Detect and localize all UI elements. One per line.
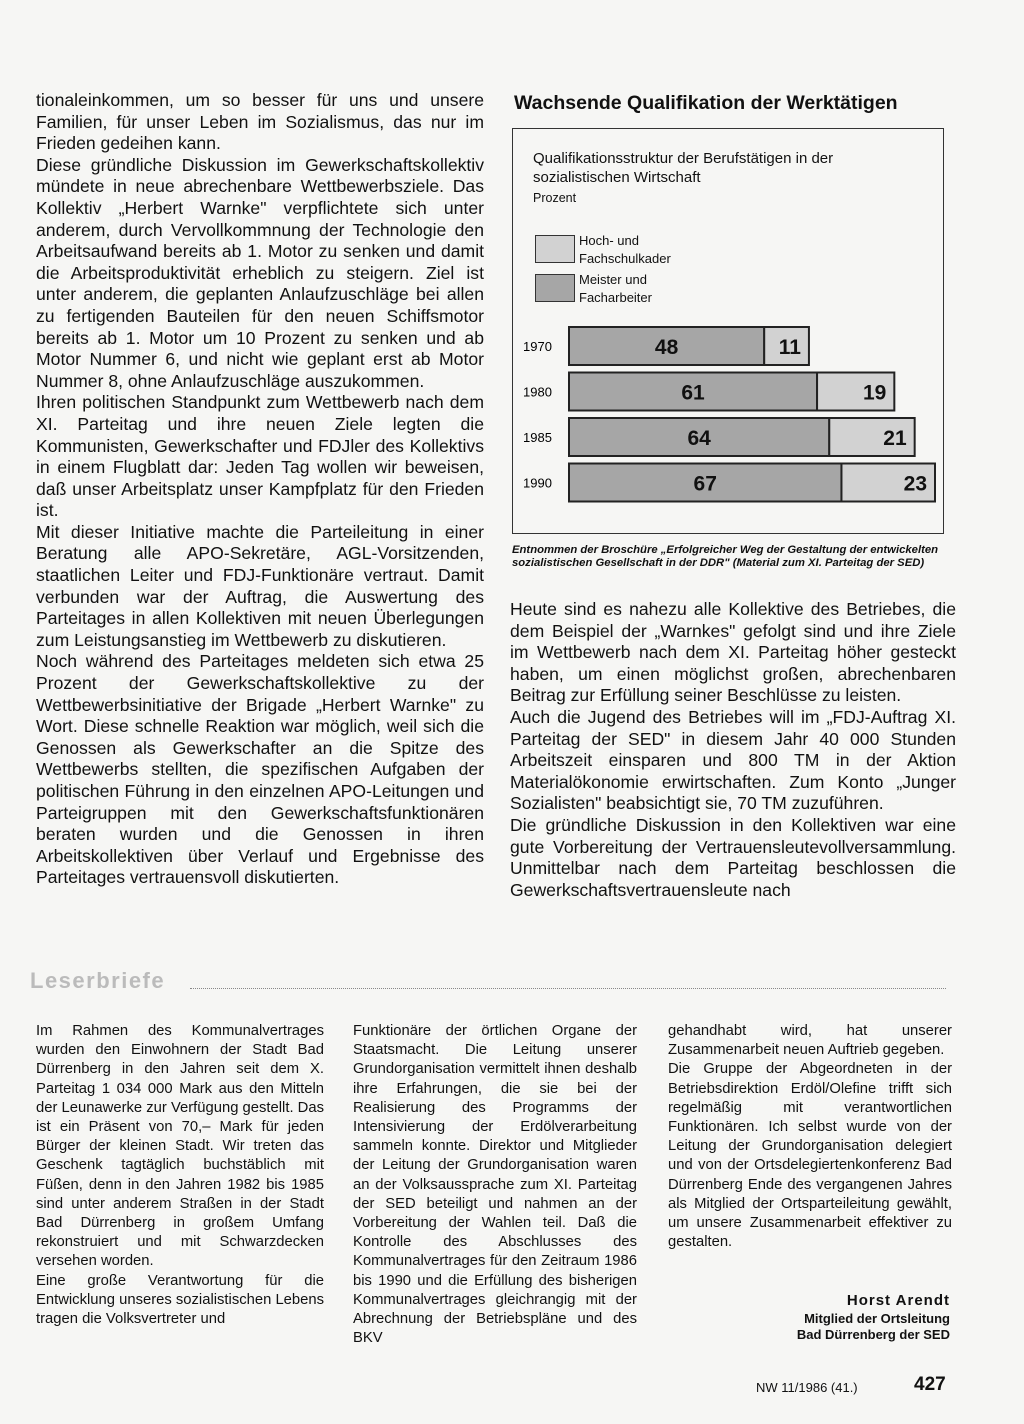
letter-paragraph: Funktionäre der örtlichen Organe der Staatsmacht. Die Leitung unserer Grundorganisation vermittelt ihnen deshalb ihre Erfahrungen, die sie bei der Realisierung des Programms der Intensivierung der Erdölverarbeitung sammeln konnte. Direktor und Mitglieder der Leitung der Grundorganisation waren an der Volksaussprache zum XI. Parteitag der SED beteiligt und nahmen an der Vorbereitung der Wahlen teil. Daß die Kontrolle des Abschlusses des Kommunalvertrages für den Zeitraum 1986 bis 1990 und die Erfüllung des bisherigen Kommunalvertrages gleichrangig mit der Abrechnung der Betriebspläne und des BKV	[353, 1023, 637, 1347]
letter-column-3	[668, 1022, 952, 1252]
article-right-column	[510, 599, 956, 901]
author-role-line1: Mitglied der Ortsleitung	[804, 1311, 950, 1326]
bar-value-label: 19	[862, 381, 887, 405]
page-number: 427	[914, 1374, 946, 1395]
category-label: 1970	[523, 339, 552, 354]
author-role-line2: Bad Dürrenberg der SED	[796, 1327, 950, 1342]
legend-label-meister: Meister und Facharbeiter	[579, 272, 652, 305]
bar-value-label: 48	[654, 336, 679, 359]
author-name: Horst Arendt	[846, 1292, 950, 1309]
bar-value-label: 67	[693, 472, 717, 496]
letter-paragraph: Eine große Verantwortung für die Entwicklung unseres sozialistischen Lebens tragen die Volksvertreter und	[36, 1272, 324, 1328]
letter-column-1	[36, 1022, 324, 1329]
letter-paragraph: gehandhabt wird, hat unserer Zusammenarbeit neuen Auftrieb gegeben.	[668, 1023, 952, 1059]
letter-paragraph: Die Gruppe der Abgeordneten in der Betriebsdirektion Erdöl/Olefine trifft sich regelmäßig mit verantwortlichen Funktionären. Ich selbst wurde von der Leitung der Grundorganisation delegiert und von der Ortsdelegiertenkonferenz Bad Dürrenberg Ende des vergangenen Jahres als Mitglied der Ortsparteileitung gewählt, um unsere Zusammenarbeit effektiver zu gestalten.	[668, 1061, 952, 1251]
category-label: 1980	[523, 384, 552, 400]
bar-value-label: 21	[883, 427, 907, 450]
letter-signature	[797, 1293, 950, 1343]
stacked-bar-chart	[513, 129, 943, 533]
chart-section-heading: Wachsende Qualifikation der Werktätigen	[514, 92, 898, 114]
category-label: 1985	[523, 430, 552, 445]
chart-box	[512, 128, 944, 534]
article-left-column	[36, 90, 484, 889]
bar-value-label: 64	[687, 427, 711, 450]
article-paragraph: Noch während des Parteitages meldeten sich etwa 25 Prozent der Gewerkschaftskollektive zu der Wettbewerbsinitiative der Brigade „Herbert Warnke" zu Wort. Diese schnelle Reaktion war möglich, weil sich die Genossen als Gewerkschafter an die Spitze des Wettbewerbs stellten, die spezifischen Aufgaben der politischen Führung in den einzelnen APO-Leitungen und Parteigruppen mit den Gewerkschaftsfunktionären beraten wurden und die Genossen in ihren Arbeitskollektiven über Verlauf und Ergebnisse des Parteitages vertrauensvoll diskutierten.	[36, 651, 484, 888]
category-label: 1990	[523, 475, 552, 491]
bar-value-label: 61	[681, 381, 705, 405]
letters-section-title: Leserbriefe	[30, 968, 166, 993]
section-divider	[190, 988, 946, 989]
article-paragraph: Heute sind es nahezu alle Kollektive des Betriebes, die dem Beispiel der „Warnkes" gefolgt sind und ihre Ziele im Wettbewerb nach dem XI. Parteitag höher gesteckt haben, um einen möglichst großen, abrechenbaren Beitrag zur Erfüllung seiner Beschlüsse zu leisten.	[510, 599, 956, 706]
chart-unit: Prozent	[533, 191, 577, 205]
issue-label: NW 11/1986 (41.)	[756, 1380, 858, 1395]
letter-paragraph: Im Rahmen des Kommunalvertrages wurden den Einwohnern der Stadt Bad Dürrenberg in den Jahren seit dem X. Parteitag 1 034 000 Mark aus den Mitteln der Leunawerke zur Verfügung gestellt. Das ist ein Präsent von 70,– Mark für jeden Bürger der kleinen Stadt. Wir treten das Geschenk tagtäglich buchstäblich mit Füßen, denn in den Jahren 1982 bis 1985 sind unter anderem Straßen in der Stadt Bad Dürrenberg in großem Umfang rekonstruiert und mit Schwarzdecken versehen worden.	[36, 1023, 324, 1270]
bar-value-label: 11	[778, 336, 801, 359]
legend-label-hochschul: Hoch- und Fachschulkader	[579, 233, 671, 266]
chart-title: Qualifikationsstruktur der Berufstätigen in der sozialistischen Wirtschaft	[533, 150, 834, 186]
article-paragraph: Die gründliche Diskussion in den Kollektiven war eine gute Vorbereitung der Vertrauensleutevollversammlung. Unmittelbar nach dem Parteitag beschlossen die Gewerkschaftsvertrauensleute nach	[510, 814, 956, 900]
article-paragraph: Mit dieser Initiative machte die Parteileitung in einer Beratung alle APO-Sekretäre, AGL-Vorsitzenden, staatlichen Leiter und FDJ-Funktionäre vertraut. Damit verbunden war der Auftrag, die Auswertung des Parteitages in allen Kollektiven mit neuen Überlegungen zum Leistungsanstieg im Wettbewerb zu diskutieren.	[36, 521, 484, 650]
article-paragraph: Auch die Jugend des Betriebes will im „FDJ-Auftrag XI. Parteitag der SED" in diesem Jahr 40 000 Stunden Arbeitszeit einsparen und 800 TM in der Aktion Materialökonomie erwirtschaften. Zum Konto „Junger Sozialisten" beabsichtigt sie, 70 TM zuzuführen.	[510, 706, 956, 814]
chart-source-note: Entnommen der Broschüre „Erfolgreicher Weg der Gestaltung der entwickelten sozialistischen Gesellschaft in der DDR" (Material zum XI. Parteitag der SED)	[512, 544, 939, 570]
article-paragraph: Ihren politischen Standpunkt zum Wettbewerb nach dem XI. Parteitag und ihre neuen Ziele legten die Kommunisten, Gewerkschafter und FDJler des Kollektivs in einem Flugblatt dar: Jeden Tag wollen wir beweisen, daß unser Arbeitsplatz unser Kampfplatz für den Frieden ist.	[36, 392, 484, 521]
article-paragraph: Diese gründliche Diskussion im Gewerkschaftskollektiv mündete in neue abrechenbare Wettbewerbsziele. Das Kollektiv „Herbert Warnke" verpflichtete sich unter anderem, durch Vervollkommnung der Technologie den Arbeitsaufwand bereits ab 1. Motor zu senken und damit die Arbeitsproduktivität erheblich zu steigern. Ziel ist unter anderem, die geplanten Anlaufzuschläge bei allen zu fertigenden Bauteilen für den neuen Schiffsmotor bereits ab 1. Motor um 10 Prozent zu senken und ab Motor Nummer 6, und nicht wie geplant erst ab Motor Nummer 8, ohne Anlaufzuschläge auszukommen.	[36, 154, 484, 391]
bar-value-label: 23	[903, 472, 927, 496]
article-paragraph: tionaleinkommen, um so besser für uns und unsere Familien, für unser Leben im Sozialismus, das nur im Frieden gedeihen kann.	[36, 90, 484, 154]
letter-column-2	[353, 1022, 637, 1348]
